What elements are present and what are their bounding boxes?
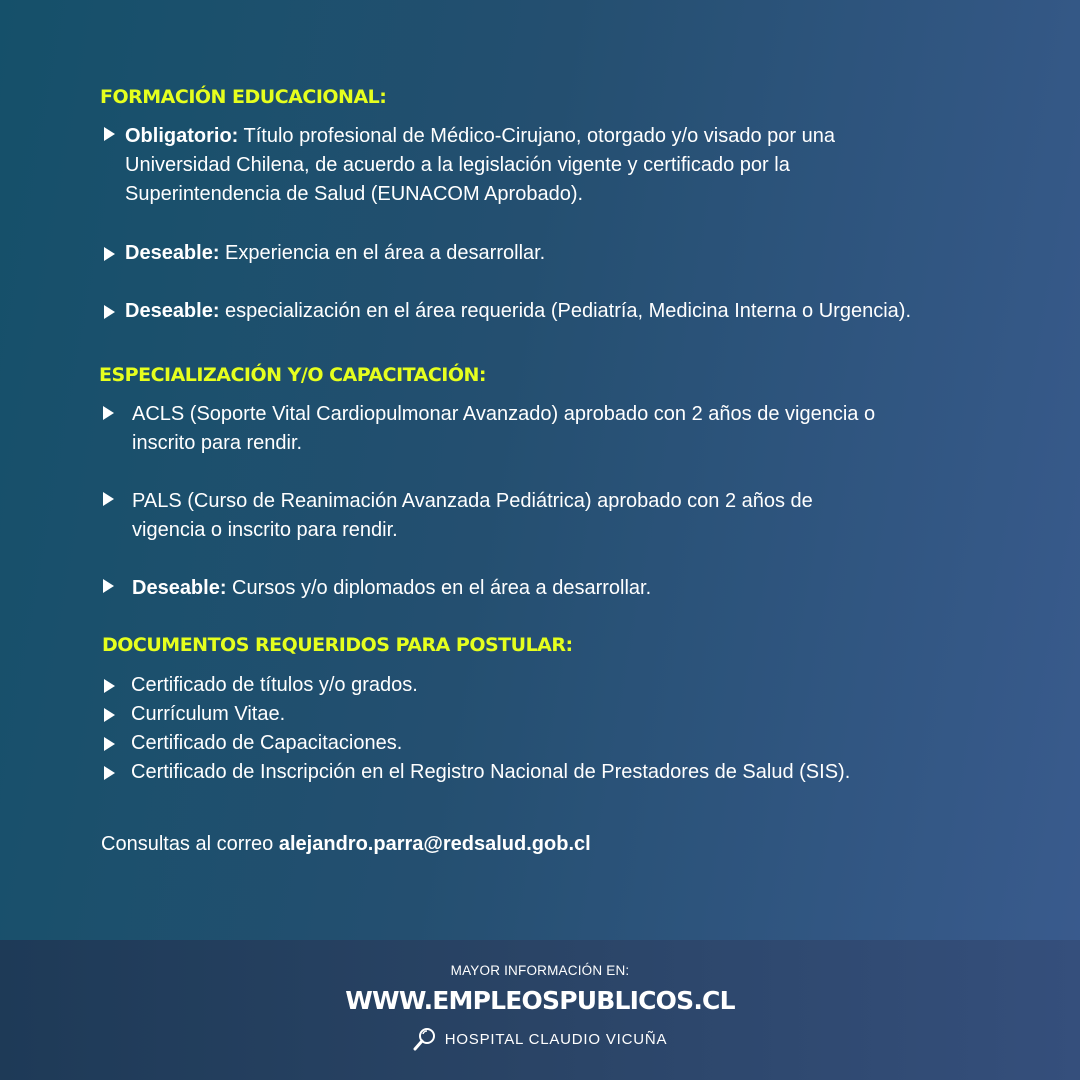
item-text: especialización en el área requerida (Pediatría, Medicina Interna o Urgencia).: [219, 300, 911, 322]
magnifier-icon: [413, 1027, 437, 1051]
bullet-arrow-icon: [104, 247, 115, 261]
item-text: Certificado de Capacitaciones.: [131, 732, 403, 754]
section-heading-especializacion: ESPECIALIZACIÓN Y/O CAPACITACIÓN:: [99, 364, 486, 386]
more-info-label: MAYOR INFORMACIÓN EN:: [450, 963, 630, 978]
contact-email: alejandro.parra@redsalud.gob.cl: [278, 833, 591, 855]
list-item: [131, 700, 1031, 729]
list-item: [131, 758, 1051, 787]
list-item: [125, 239, 1025, 268]
item-text: Certificado de Inscripción en el Registro Nacional de Prestadores de Salud (SIS).: [131, 761, 851, 783]
item-text: Cursos y/o diplomados en el área a desarrollar.: [226, 577, 652, 599]
list-item: [131, 729, 1031, 758]
item-text: ACLS (Soporte Vital Cardiopulmonar Avanzado) aprobado con 2 años de vigencia o inscrito para rendir.: [132, 403, 876, 454]
footer: [0, 940, 1080, 1080]
item-text: Certificado de títulos y/o grados.: [131, 674, 418, 696]
item-label: Deseable:: [132, 577, 227, 599]
bullet-arrow-icon: [104, 766, 115, 780]
list-item: [132, 400, 922, 458]
item-text: Título profesional de Médico-Cirujano, otorgado y/o visado por una Universidad Chilena, de acuerdo a la legislación vigente y certificado por la Superintendencia de Salud (EUNACOM Aprobado).: [125, 125, 835, 205]
contact-line: [101, 830, 591, 859]
section-heading-formacion: FORMACIÓN EDUCACIONAL:: [100, 86, 387, 108]
item-text: Currículum Vitae.: [131, 703, 286, 725]
bullet-arrow-icon: [104, 737, 115, 751]
item-text: Experiencia en el área a desarrollar.: [219, 242, 546, 264]
list-item: [125, 122, 925, 209]
list-item: [132, 574, 1032, 603]
bullet-arrow-icon: [104, 305, 115, 319]
website-link[interactable]: WWW.EMPLEOSPUBLICOS.CL: [345, 986, 735, 1015]
section-heading-documentos: DOCUMENTOS REQUERIDOS PARA POSTULAR:: [102, 634, 573, 656]
bullet-arrow-icon: [104, 708, 115, 722]
item-label: Deseable:: [125, 242, 220, 264]
item-text: PALS (Curso de Reanimación Avanzada Pediátrica) aprobado con 2 años de vigencia o inscrito para rendir.: [132, 490, 813, 541]
item-label: Obligatorio:: [125, 125, 239, 147]
hospital-line: [0, 1027, 1080, 1051]
list-item: [125, 297, 1065, 326]
bullet-arrow-icon: [103, 579, 114, 593]
bullet-arrow-icon: [103, 406, 114, 420]
item-label: Deseable:: [125, 300, 220, 322]
list-item: [132, 487, 872, 545]
bullet-arrow-icon: [104, 679, 115, 693]
list-item: [131, 671, 1031, 700]
bullet-arrow-icon: [104, 127, 115, 141]
bullet-arrow-icon: [103, 492, 114, 506]
contact-prefix: Consultas al correo: [101, 833, 279, 855]
hospital-name: HOSPITAL CLAUDIO VICUÑA: [444, 1030, 668, 1048]
